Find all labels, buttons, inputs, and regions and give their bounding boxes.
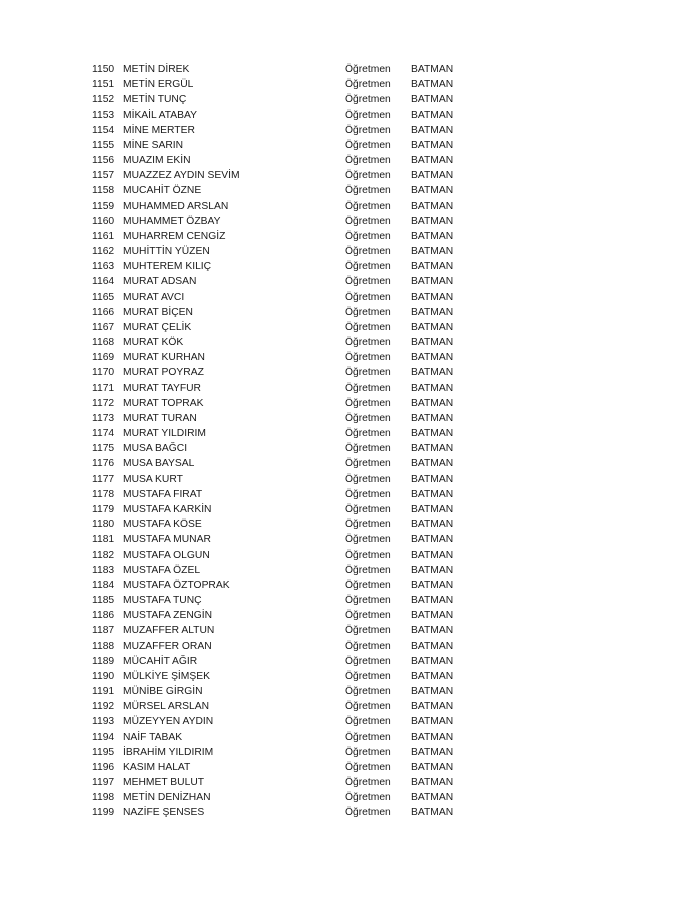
person-title: Öğretmen xyxy=(345,610,391,622)
row-number: 1159 xyxy=(92,200,115,212)
person-city: BATMAN xyxy=(411,595,454,607)
person-name: MUAZZEZ AYDIN SEVİM xyxy=(123,170,240,182)
row-number: 1184 xyxy=(92,579,115,591)
list-item xyxy=(92,381,472,396)
person-title: Öğretmen xyxy=(345,473,391,485)
row-number: 1183 xyxy=(92,564,115,576)
person-title: Öğretmen xyxy=(345,579,391,591)
person-title: Öğretmen xyxy=(345,94,391,106)
person-city: BATMAN xyxy=(411,94,454,106)
row-number: 1151 xyxy=(92,79,115,91)
person-title: Öğretmen xyxy=(345,625,391,637)
list-item xyxy=(92,92,472,107)
person-title: Öğretmen xyxy=(345,792,391,804)
list-item xyxy=(92,563,472,578)
person-city: BATMAN xyxy=(411,777,454,789)
row-number: 1199 xyxy=(92,807,115,819)
list-item xyxy=(92,805,472,820)
row-number: 1161 xyxy=(92,230,115,242)
list-item xyxy=(92,274,472,289)
row-number: 1171 xyxy=(92,382,115,394)
row-number: 1172 xyxy=(92,397,115,409)
row-number: 1164 xyxy=(92,276,115,288)
person-name: MURAT TAYFUR xyxy=(123,382,201,394)
person-title: Öğretmen xyxy=(345,640,391,652)
person-name: MUHİTTİN YÜZEN xyxy=(123,246,210,258)
list-item xyxy=(92,168,472,183)
person-title: Öğretmen xyxy=(345,246,391,258)
row-number: 1176 xyxy=(92,458,115,470)
row-number: 1191 xyxy=(92,686,115,698)
person-title: Öğretmen xyxy=(345,731,391,743)
row-number: 1177 xyxy=(92,473,115,485)
person-name: MUHARREM CENGİZ xyxy=(123,230,226,242)
row-number: 1160 xyxy=(92,215,115,227)
row-number: 1168 xyxy=(92,337,115,349)
row-number: 1155 xyxy=(92,139,115,151)
row-number: 1154 xyxy=(92,124,115,136)
person-title: Öğretmen xyxy=(345,109,391,121)
person-name: MUSTAFA TUNÇ xyxy=(123,595,202,607)
person-title: Öğretmen xyxy=(345,519,391,531)
person-city: BATMAN xyxy=(411,655,454,667)
person-name: MUSTAFA ÖZEL xyxy=(123,564,201,576)
person-city: BATMAN xyxy=(411,170,454,182)
person-city: BATMAN xyxy=(411,564,454,576)
list-item xyxy=(92,426,472,441)
person-city: BATMAN xyxy=(411,443,454,455)
list-item xyxy=(92,396,472,411)
person-city: BATMAN xyxy=(411,458,454,470)
person-title: Öğretmen xyxy=(345,306,391,318)
person-title: Öğretmen xyxy=(345,549,391,561)
row-number: 1165 xyxy=(92,291,115,303)
row-number: 1185 xyxy=(92,595,115,607)
person-city: BATMAN xyxy=(411,306,454,318)
person-title: Öğretmen xyxy=(345,261,391,273)
person-title: Öğretmen xyxy=(345,595,391,607)
row-number: 1162 xyxy=(92,246,115,258)
person-title: Öğretmen xyxy=(345,746,391,758)
list-item xyxy=(92,593,472,608)
person-title: Öğretmen xyxy=(345,382,391,394)
person-name: MUSA BAĞCI xyxy=(123,443,188,455)
row-number: 1189 xyxy=(92,655,115,667)
row-number: 1156 xyxy=(92,155,115,167)
list-item xyxy=(92,639,472,654)
person-name: KASIM HALAT xyxy=(123,761,191,773)
person-name: İBRAHİM YILDIRIM xyxy=(123,746,214,758)
row-number: 1194 xyxy=(92,731,115,743)
person-city: BATMAN xyxy=(411,276,454,288)
person-name: MUAZIM EKİN xyxy=(123,155,191,167)
list-item xyxy=(92,441,472,456)
person-city: BATMAN xyxy=(411,488,454,500)
person-city: BATMAN xyxy=(411,200,454,212)
list-item xyxy=(92,305,472,320)
list-item xyxy=(92,183,472,198)
row-number: 1181 xyxy=(92,534,115,546)
person-name: MÜZEYYEN AYDIN xyxy=(123,716,214,728)
person-city: BATMAN xyxy=(411,534,454,546)
person-name: MUSTAFA MUNAR xyxy=(123,534,211,546)
person-title: Öğretmen xyxy=(345,670,391,682)
row-number: 1195 xyxy=(92,746,115,758)
person-city: BATMAN xyxy=(411,230,454,242)
person-city: BATMAN xyxy=(411,367,454,379)
person-title: Öğretmen xyxy=(345,488,391,500)
list-item xyxy=(92,214,472,229)
person-city: BATMAN xyxy=(411,746,454,758)
person-city: BATMAN xyxy=(411,352,454,364)
row-number: 1196 xyxy=(92,761,115,773)
list-item xyxy=(92,699,472,714)
person-city: BATMAN xyxy=(411,382,454,394)
person-name: MURAT YILDIRIM xyxy=(123,428,206,440)
row-number: 1166 xyxy=(92,306,115,318)
list-item xyxy=(92,62,472,77)
row-number: 1198 xyxy=(92,792,115,804)
row-number: 1153 xyxy=(92,109,115,121)
person-city: BATMAN xyxy=(411,731,454,743)
person-title: Öğretmen xyxy=(345,155,391,167)
row-number: 1190 xyxy=(92,670,115,682)
person-name: MUSTAFA KÖSE xyxy=(123,519,202,531)
person-city: BATMAN xyxy=(411,686,454,698)
row-number: 1152 xyxy=(92,94,115,106)
row-number: 1187 xyxy=(92,625,115,637)
person-name: MUSA KURT xyxy=(123,473,183,485)
person-name: METİN TUNÇ xyxy=(123,94,187,106)
row-number: 1182 xyxy=(92,549,115,561)
list-item xyxy=(92,229,472,244)
person-city: BATMAN xyxy=(411,807,454,819)
person-name: NAZİFE ŞENSES xyxy=(123,807,205,819)
person-city: BATMAN xyxy=(411,701,454,713)
person-name: MUSTAFA ÖZTOPRAK xyxy=(123,579,230,591)
person-city: BATMAN xyxy=(411,625,454,637)
list-item xyxy=(92,502,472,517)
row-number: 1188 xyxy=(92,640,115,652)
person-city: BATMAN xyxy=(411,79,454,91)
person-title: Öğretmen xyxy=(345,686,391,698)
list-item xyxy=(92,199,472,214)
person-title: Öğretmen xyxy=(345,64,391,75)
person-city: BATMAN xyxy=(411,155,454,167)
person-city: BATMAN xyxy=(411,246,454,258)
list-item xyxy=(92,775,472,790)
person-name: MUSTAFA ZENGİN xyxy=(123,610,213,622)
person-name: MUHAMMED ARSLAN xyxy=(123,200,229,212)
person-city: BATMAN xyxy=(411,549,454,561)
row-number: 1167 xyxy=(92,321,115,333)
list-item xyxy=(92,654,472,669)
row-number: 1179 xyxy=(92,503,115,515)
list-item xyxy=(92,472,472,487)
person-city: BATMAN xyxy=(411,185,454,197)
person-name: MURAT AVCI xyxy=(123,291,185,303)
person-city: BATMAN xyxy=(411,397,454,409)
list-item xyxy=(92,320,472,335)
person-city: BATMAN xyxy=(411,473,454,485)
person-name: MİNE SARIN xyxy=(123,139,184,151)
row-number: 1192 xyxy=(92,701,115,713)
list-item xyxy=(92,578,472,593)
person-title: Öğretmen xyxy=(345,367,391,379)
person-title: Öğretmen xyxy=(345,807,391,819)
person-name: MUSTAFA OLGUN xyxy=(123,549,210,561)
row-number: 1193 xyxy=(92,716,115,728)
person-title: Öğretmen xyxy=(345,534,391,546)
person-city: BATMAN xyxy=(411,519,454,531)
person-city: BATMAN xyxy=(411,109,454,121)
person-name: MÜLKİYE ŞİMŞEK xyxy=(123,670,210,682)
person-name: MİNE MERTER xyxy=(123,124,195,136)
person-name: MURAT POYRAZ xyxy=(123,367,204,379)
person-title: Öğretmen xyxy=(345,655,391,667)
person-title: Öğretmen xyxy=(345,564,391,576)
row-number: 1197 xyxy=(92,777,115,789)
person-city: BATMAN xyxy=(411,640,454,652)
person-city: BATMAN xyxy=(411,124,454,136)
list-item xyxy=(92,244,472,259)
list-item xyxy=(92,259,472,274)
list-item xyxy=(92,108,472,123)
list-item xyxy=(92,517,472,532)
person-title: Öğretmen xyxy=(345,412,391,424)
person-name: MUZAFFER ORAN xyxy=(123,640,212,652)
person-title: Öğretmen xyxy=(345,215,391,227)
row-number: 1163 xyxy=(92,261,115,273)
person-name: MÜRSEL ARSLAN xyxy=(123,701,210,713)
person-name: METİN DENİZHAN xyxy=(123,792,211,804)
person-name: MURAT TOPRAK xyxy=(123,397,204,409)
person-name: MURAT ÇELİK xyxy=(123,321,192,333)
row-number: 1157 xyxy=(92,170,115,182)
person-name: METİN DİREK xyxy=(123,64,190,75)
person-name: MİKAİL ATABAY xyxy=(123,109,198,121)
person-name: MUSTAFA KARKİN xyxy=(123,503,212,515)
list-item xyxy=(92,335,472,350)
row-number: 1175 xyxy=(92,443,115,455)
person-city: BATMAN xyxy=(411,337,454,349)
person-name: MURAT TURAN xyxy=(123,412,197,424)
list-item xyxy=(92,760,472,775)
person-city: BATMAN xyxy=(411,670,454,682)
person-name: MUZAFFER ALTUN xyxy=(123,625,215,637)
person-city: BATMAN xyxy=(411,503,454,515)
person-name: MUHTEREM KILIÇ xyxy=(123,261,212,273)
person-name: MURAT BİÇEN xyxy=(123,306,193,318)
list-item xyxy=(92,487,472,502)
person-name: NAİF TABAK xyxy=(123,731,183,743)
row-number: 1169 xyxy=(92,352,115,364)
list-item xyxy=(92,623,472,638)
person-name: MURAT KURHAN xyxy=(123,352,205,364)
person-name: MÜNİBE GİRGİN xyxy=(123,686,203,698)
person-name: MURAT ADSAN xyxy=(123,276,197,288)
person-title: Öğretmen xyxy=(345,139,391,151)
list-item xyxy=(92,684,472,699)
person-title: Öğretmen xyxy=(345,124,391,136)
list-item xyxy=(92,411,472,426)
row-number: 1150 xyxy=(92,64,115,75)
row-number: 1158 xyxy=(92,185,115,197)
list-item xyxy=(92,730,472,745)
row-number: 1178 xyxy=(92,488,115,500)
person-title: Öğretmen xyxy=(345,397,391,409)
person-city: BATMAN xyxy=(411,215,454,227)
person-title: Öğretmen xyxy=(345,443,391,455)
person-name: MEHMET BULUT xyxy=(123,777,205,789)
person-title: Öğretmen xyxy=(345,777,391,789)
person-title: Öğretmen xyxy=(345,291,391,303)
person-city: BATMAN xyxy=(411,412,454,424)
list-item xyxy=(92,138,472,153)
list-item xyxy=(92,548,472,563)
person-name: METİN ERGÜL xyxy=(123,79,194,91)
person-name: MURAT KÖK xyxy=(123,337,184,349)
person-name: MUSA BAYSAL xyxy=(123,458,195,470)
list-item xyxy=(92,290,472,305)
person-title: Öğretmen xyxy=(345,170,391,182)
row-number: 1186 xyxy=(92,610,115,622)
list-item xyxy=(92,77,472,92)
personnel-list xyxy=(92,62,472,821)
list-item xyxy=(92,456,472,471)
person-city: BATMAN xyxy=(411,761,454,773)
list-item xyxy=(92,532,472,547)
person-title: Öğretmen xyxy=(345,200,391,212)
person-city: BATMAN xyxy=(411,321,454,333)
person-city: BATMAN xyxy=(411,64,454,75)
person-title: Öğretmen xyxy=(345,352,391,364)
person-title: Öğretmen xyxy=(345,458,391,470)
row-number: 1180 xyxy=(92,519,115,531)
person-title: Öğretmen xyxy=(345,701,391,713)
row-number: 1174 xyxy=(92,428,115,440)
person-title: Öğretmen xyxy=(345,428,391,440)
person-name: MÜCAHİT AĞIR xyxy=(123,655,198,667)
list-item xyxy=(92,153,472,168)
person-city: BATMAN xyxy=(411,139,454,151)
person-city: BATMAN xyxy=(411,716,454,728)
person-title: Öğretmen xyxy=(345,185,391,197)
person-city: BATMAN xyxy=(411,610,454,622)
list-item xyxy=(92,745,472,760)
list-item xyxy=(92,608,472,623)
person-name: MUHAMMET ÖZBAY xyxy=(123,215,221,227)
person-city: BATMAN xyxy=(411,428,454,440)
list-item xyxy=(92,123,472,138)
list-item xyxy=(92,669,472,684)
person-city: BATMAN xyxy=(411,792,454,804)
list-item xyxy=(92,790,472,805)
person-title: Öğretmen xyxy=(345,276,391,288)
person-title: Öğretmen xyxy=(345,337,391,349)
list-item xyxy=(92,714,472,729)
person-title: Öğretmen xyxy=(345,761,391,773)
row-number: 1170 xyxy=(92,367,115,379)
person-title: Öğretmen xyxy=(345,230,391,242)
person-title: Öğretmen xyxy=(345,79,391,91)
person-city: BATMAN xyxy=(411,261,454,273)
person-title: Öğretmen xyxy=(345,716,391,728)
list-item xyxy=(92,350,472,365)
person-city: BATMAN xyxy=(411,579,454,591)
person-title: Öğretmen xyxy=(345,503,391,515)
row-number: 1173 xyxy=(92,412,115,424)
list-item xyxy=(92,365,472,380)
person-name: MUCAHİT ÖZNE xyxy=(123,185,202,197)
person-name: MUSTAFA FIRAT xyxy=(123,488,203,500)
person-title: Öğretmen xyxy=(345,321,391,333)
person-city: BATMAN xyxy=(411,291,454,303)
